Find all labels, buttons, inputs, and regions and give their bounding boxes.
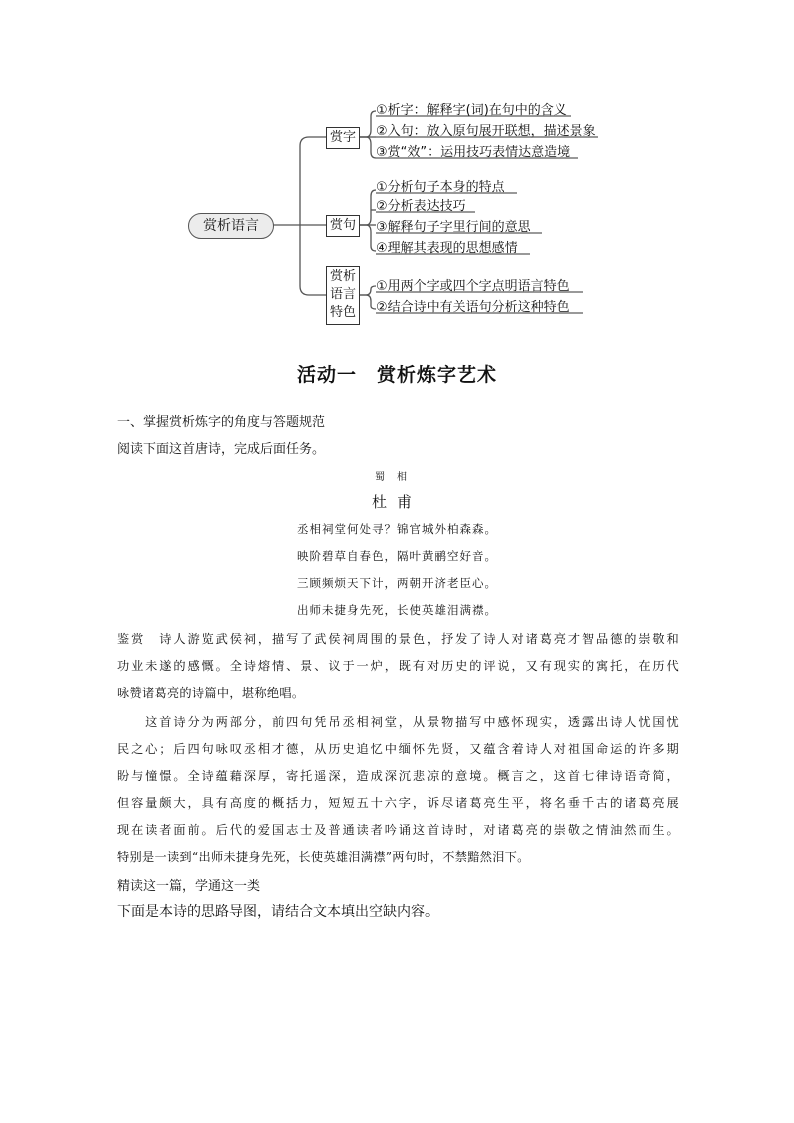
branch-language-features-line: 特色 — [329, 305, 356, 320]
leaf-item: ④理解其表现的思想感情 — [376, 241, 518, 256]
appreciation-line: 现在读者面前。后代的爱国志士及普通读者吟诵这首诗时，对诸葛亮的崇敬之情油然而生。 — [117, 823, 679, 837]
leaf-item: ②结合诗中有关语句分析这种特色 — [376, 300, 570, 315]
study-note: 精读这一篇，学通这一类 — [117, 879, 261, 894]
appreciation-line: 但容量颇大，具有高度的概括力，短短五十六字，诉尽诸葛亮生平，将名垂千古的诸葛亮展 — [117, 796, 679, 810]
leaf-item: ①分析句子本身的特点 — [376, 180, 505, 195]
appreciation-line: 功业未遂的感慨。全诗熔情、景、议于一炉，既有对历史的评说，又有现实的寓托，在历代 — [117, 659, 679, 673]
poem-line: 出师未捷身先死，长使英雄泪满襟。 — [297, 603, 497, 617]
section-heading: 一、掌握赏析炼字的角度与答题规范 — [117, 415, 326, 430]
branch-language-features-line: 语言 — [329, 287, 356, 302]
instruction: 阅读下面这首唐诗，完成后面任务。 — [117, 442, 326, 457]
poem-line: 丞相祠堂何处寻？锦官城外柏森森。 — [297, 522, 497, 536]
leaf-item: ①析字：解释字(词)在句中的含义 — [376, 103, 567, 118]
leaf-item: ①用两个字或四个字点明语言特色 — [376, 279, 570, 294]
branch-language-features — [326, 266, 360, 325]
leaf-item: ②入句：放入原句展开联想，描述景象 — [376, 124, 596, 139]
appreciation-line: 盼与憧憬。全诗蕴藉深厚，寄托遥深，造成深沉悲凉的意境。概言之，这首七律诗语奇简， — [117, 769, 679, 783]
branch-language-features-line: 赏析 — [329, 269, 356, 284]
poem-line: 映阶碧草自春色，隔叶黄鹂空好音。 — [297, 549, 497, 563]
leaf-item: ③解释句子字里行间的意思 — [376, 220, 531, 235]
appreciation-line: 特别是一读到“出师未捷身先死，长使英雄泪满襟”两句时，不禁黯然泪下。 — [117, 850, 530, 864]
branch-appreciate-word: 赏字 — [326, 127, 360, 149]
leaf-item: ②分析表达技巧 — [376, 199, 466, 214]
poem-title: 蜀相 — [375, 472, 419, 483]
leaf-item: ③赏“效”：运用技巧表情达意造境 — [376, 145, 571, 160]
task-prompt: 下面是本诗的思路导图，请结合文本填出空缺内容。 — [117, 904, 439, 920]
appreciation-line: 这首诗分为两部分，前四句凭吊丞相祠堂，从景物描写中感怀现实，透露出诗人忧国忧 — [117, 715, 679, 729]
branch-appreciate-sentence: 赏句 — [326, 215, 360, 237]
appreciation-line: 民之心；后四句咏叹丞相才德，从历史追忆中缅怀先贤，又蕴含着诗人对祖国命运的许多期 — [117, 742, 679, 756]
appreciation-line: 鉴赏 诗人游览武侯祠，描写了武侯祠周围的景色，抒发了诗人对诸葛亮才智品德的崇敬和 — [117, 632, 679, 646]
appreciation-line: 咏赞诸葛亮的诗篇中，堪称绝唱。 — [117, 686, 305, 700]
mind-map-root: 赏析语言 — [188, 213, 274, 239]
poem-line: 三顾频烦天下计，两朝开济老臣心。 — [297, 576, 497, 590]
mind-map — [0, 0, 794, 330]
activity-title: 活动一 赏析炼字艺术 — [296, 364, 497, 386]
poem-author: 杜甫 — [371, 493, 422, 511]
